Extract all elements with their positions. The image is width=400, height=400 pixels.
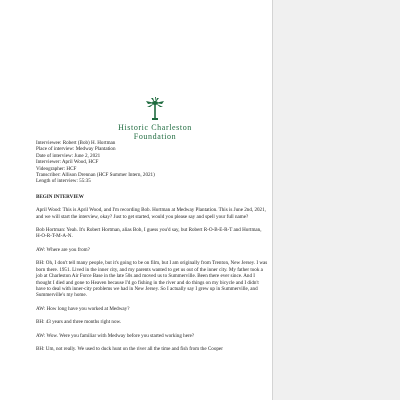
meta-interviewer: Interviewer: April Wood, HCF — [36, 159, 99, 166]
transcript-paragraph: BH: Oh, I don't tell many people, but it's going to be on film, but I am originally from Trenton, New Jersey. I was born there. 1951. Lived in the inner city, and my parents wanted to get us out of the inner city. My father took a job at Charleston Air Force Base in the late 50s and moved us to Summerville. Been there ever since. And I thought I died and gone to Heaven because I'd go fishing in the river and do things on my bicycle and I didn't have to deal with inner-city problems we had in New Jersey. So I actually say I grew up in Summerville, and Summerville's my home. — [36, 260, 268, 299]
transcript-paragraph: BH: 43 years and three months right now. — [36, 319, 122, 326]
transcript-paragraph: AW: How long have you worked at Medway? — [36, 305, 130, 312]
transcript-paragraph: AW: Where are you from? — [36, 246, 90, 253]
transcript-paragraph: Bob Hortman: Yeah. It's Robert Hortman, alias Bob, I guess you'd say, but Robert R-O-B-E-R-T and Hortman, H-O-R-T-M-A-N. — [36, 227, 262, 240]
transcript-body — [36, 140, 268, 352]
comment-margin-panel — [272, 0, 400, 400]
foundation-logo — [100, 97, 210, 141]
meta-interviewee: Interviewee: Robert (Bob) H. Hortman — [36, 140, 116, 146]
logo-title: Historic Charleston — [118, 123, 192, 132]
meta-date: Date of interview: June 2, 2021 — [36, 152, 101, 159]
logo-subtitle: Foundation — [133, 132, 177, 141]
meta-place: Place of interview: Medway Plantation — [36, 146, 116, 153]
transcript-paragraph: BH: Um, not really. We used to duck hunt on the river all the time and fish from the Cooper — [36, 345, 223, 352]
meta-length: Length of interview: 55:35 — [36, 178, 91, 185]
meta-videographer: Videographer: HCF — [36, 165, 77, 172]
transcript-paragraph: April Wood: This is April Wood, and I'm recording Bob. Hortman at Medway Plantation. This is June 2nd, 2021, and we will start the interview, okay? Just to get started, would you please say and spell your full name? — [36, 207, 266, 220]
interview-metadata — [36, 140, 268, 185]
palmetto-tree-icon — [145, 97, 165, 121]
meta-transcriber: Transcriber: Allison Drennan (HCF Summer Intern, 2021) — [36, 172, 155, 179]
transcript-paragraph: AW: Wow. Were you familiar with Medway before you started working here? — [36, 332, 195, 339]
section-heading: BEGIN INTERVIEW — [36, 193, 84, 200]
